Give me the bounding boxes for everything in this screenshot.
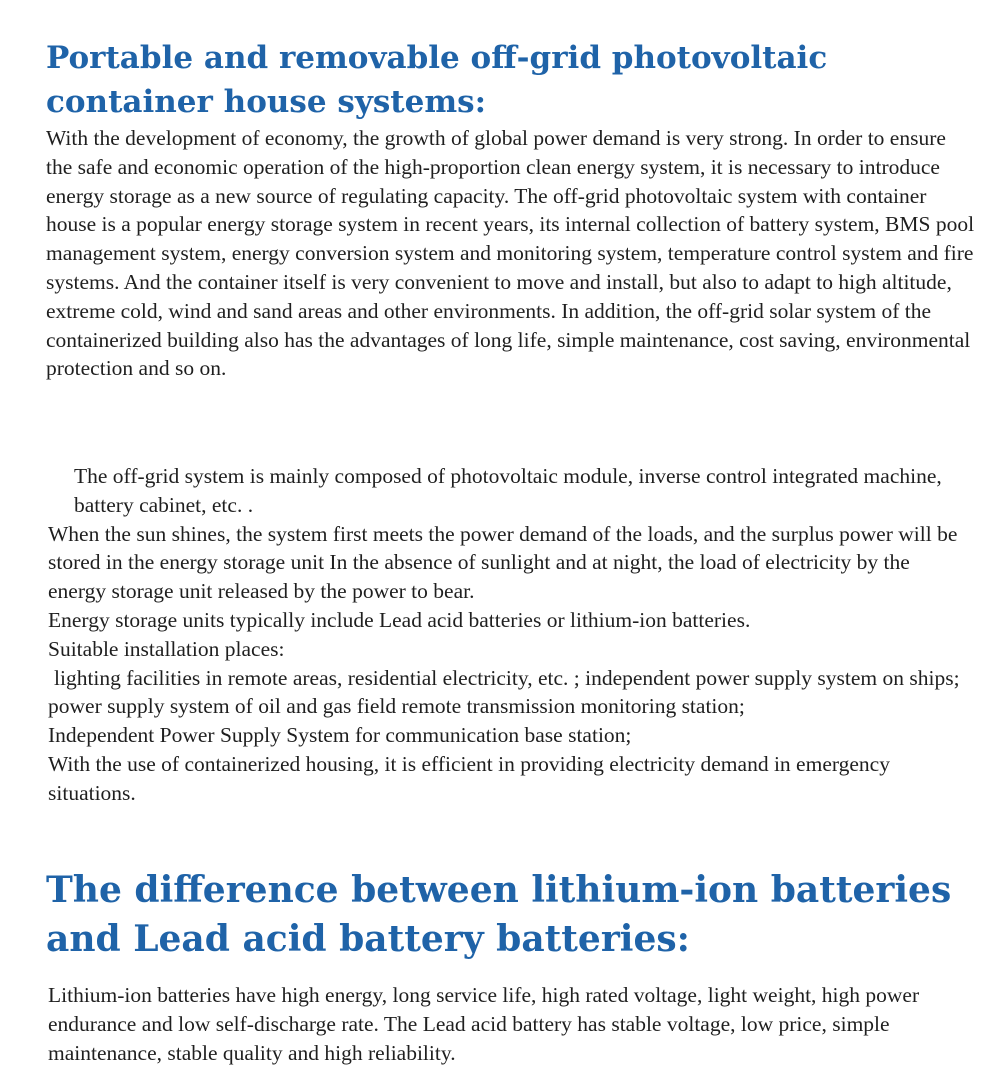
section-title-container-house: Portable and removable off-grid photovoltaic container house systems: <box>46 40 828 120</box>
installation-place-item: Independent Power Supply System for communication base station; <box>48 723 632 748</box>
off-grid-system-description <box>48 462 968 808</box>
intro-paragraph: With the development of economy, the growth of global power demand is very strong. In order to ensure the safe and economic operation of the high-proportion clean energy system, it is necessary to introduce energy storage as a new source of regulating capacity. The off-grid photovoltaic system with container house is a popular energy storage system in recent years, its internal collection of battery system, BMS pool management system, energy conversion system and monitoring system, temperature control system and fire systems. And the container itself is very convenient to move and install, but also to adapt to high altitude, extreme cold, wind and sand areas and other environments. In addition, the off-grid solar system of the containerized building also has the advantages of long life, simple maintenance, cost saving, environmental protection and so on. <box>46 126 975 381</box>
installation-place-item: lighting facilities in remote areas, residential electricity, etc. ; independent power supply system on ships; <box>54 665 960 690</box>
battery-comparison-paragraph: Lithium-ion batteries have high energy, long service life, high rated voltage, light weight, high power endurance and low self-discharge rate. The Lead acid battery has stable voltage, low price, simple maintenance, stable quality and high reliability. <box>48 983 920 1065</box>
installation-place-item: power supply system of oil and gas field remote transmission monitoring station; <box>48 694 745 719</box>
emergency-text: With the use of containerized housing, it is efficient in providing electricity demand in emergency situations. <box>48 751 890 805</box>
installation-places-label: Suitable installation places: <box>48 636 285 661</box>
operation-text: When the sun shines, the system first meets the power demand of the loads, and the surplus power will be stored in the energy storage unit In the absence of sunlight and at night, the load of electricity by the energy storage unit released by the power to bear. <box>48 521 958 604</box>
composition-text: The off-grid system is mainly composed of photovoltaic module, inverse control integrated machine, battery cabinet, etc. . <box>74 464 942 517</box>
storage-units-text: Energy storage units typically include Lead acid batteries or lithium-ion batteries. <box>48 607 751 632</box>
section-title-battery-difference: The difference between lithium-ion batteries and Lead acid battery batteries: <box>46 869 952 960</box>
